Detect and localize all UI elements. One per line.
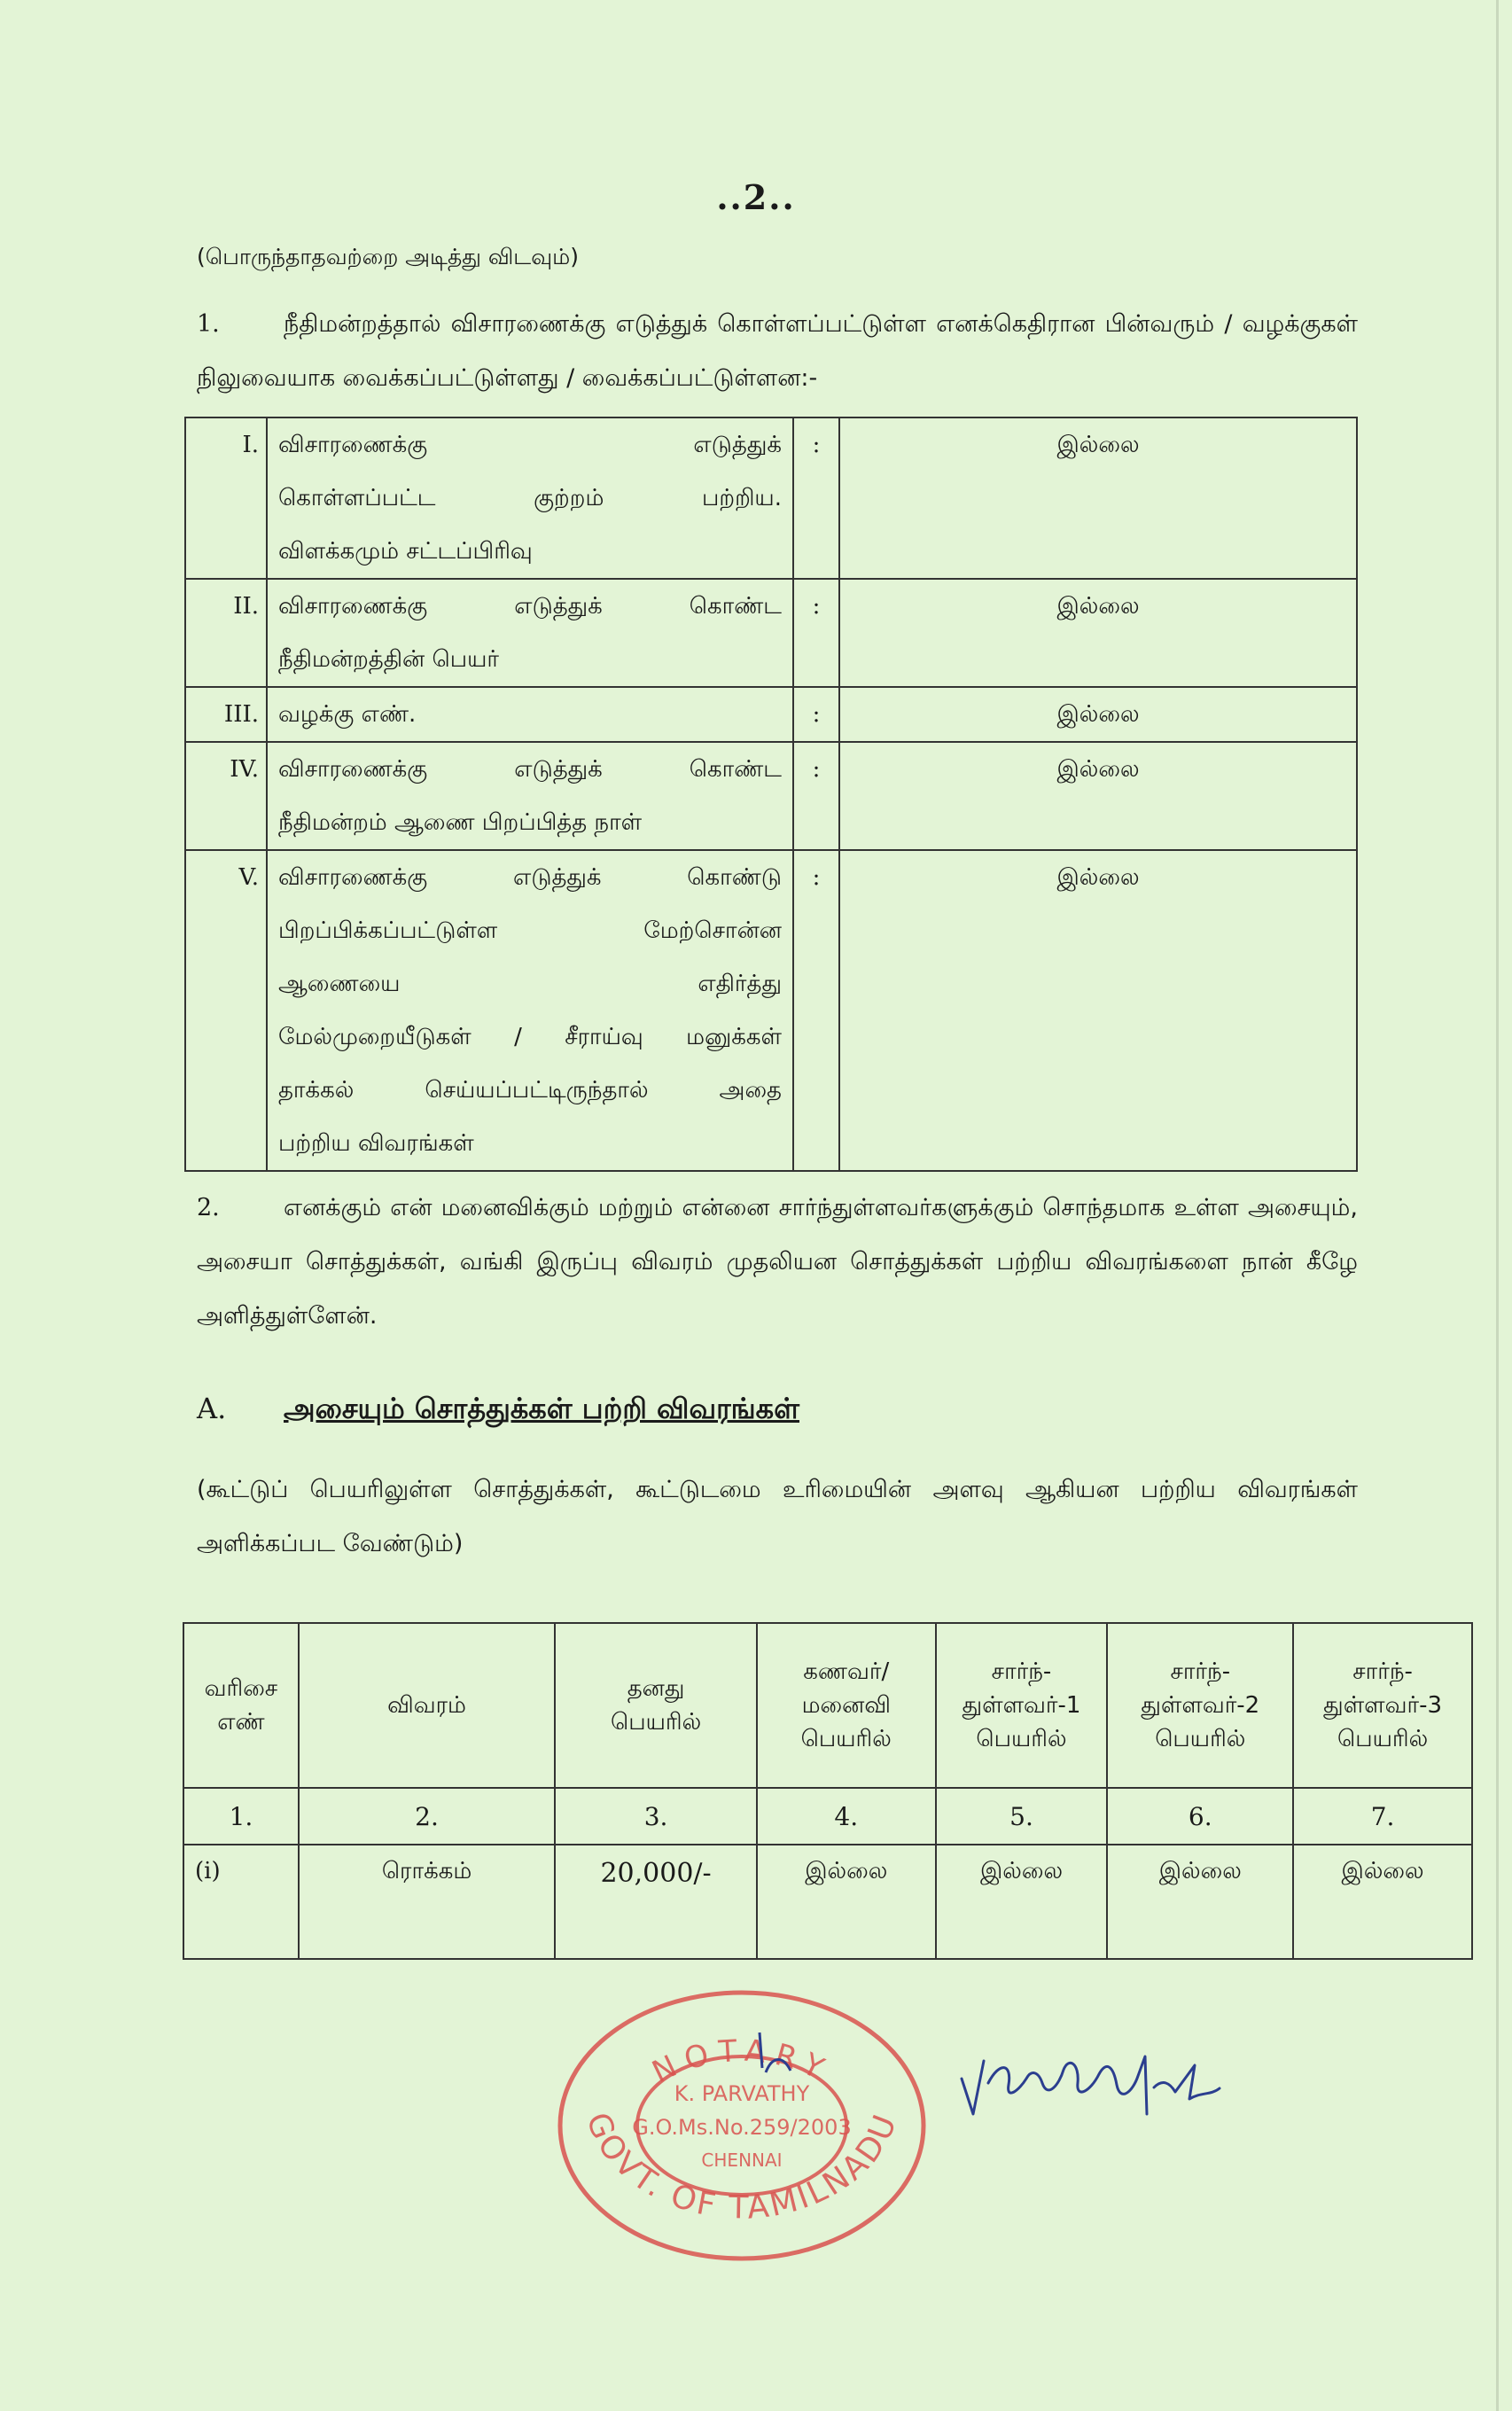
notary-stamp <box>551 1984 932 2267</box>
case-row-number: II. <box>185 579 267 687</box>
stamp-top-text: NOTARY <box>646 2033 838 2091</box>
strike-out-note: (பொருந்தாதவற்றை அடித்து விடவும்) <box>197 244 580 269</box>
case-row-number: V. <box>185 850 267 1171</box>
case-description-line: விளக்கமும் சட்டப்பிரிவு <box>278 538 533 565</box>
case-row-colon: : <box>793 579 839 687</box>
paragraph-2-number: 2. <box>197 1194 220 1221</box>
case-row-number: IV. <box>185 742 267 850</box>
assets-column-number: 1. <box>183 1788 299 1845</box>
assets-header-cell: வரிசை எண் <box>183 1623 299 1788</box>
paragraph-1 <box>197 297 1358 405</box>
stamp-name: K. PARVATHY <box>674 2081 810 2106</box>
stamp-city: CHENNAI <box>701 2150 783 2171</box>
assets-header-cell: தனது பெயரில் <box>555 1623 757 1788</box>
assets-header-cell: விவரம் <box>299 1623 555 1788</box>
case-row-description <box>267 417 793 579</box>
case-row-colon: : <box>793 742 839 850</box>
case-row-description <box>267 742 793 850</box>
assets-cell: இல்லை <box>757 1845 936 1959</box>
case-description-line: ஆணையை எதிர்த்து <box>278 971 782 997</box>
assets-header-cell: சார்ந்- துள்ளவர்-3 பெயரில் <box>1293 1623 1472 1788</box>
stamp-bottom-text: GOVT. OF TAMILNADU <box>578 2107 905 2227</box>
assets-column-number: 4. <box>757 1788 936 1845</box>
assets-header-cell: கணவர்/ மனைவி பெயரில் <box>757 1623 936 1788</box>
case-description-line: விசாரணைக்கு எடுத்துக் <box>278 432 782 458</box>
case-row-colon: : <box>793 687 839 742</box>
case-description-line: நீதிமன்றத்தின் பெயர் <box>278 646 499 673</box>
paragraph-1-text: நீதிமன்றத்தால் விசாரணைக்கு எடுத்துக் கொள்ளப்பட்டுள்ள எனக்கெதிரான பின்வரும் / வழக்குகள் நிலுவையாக வைக்கப்பட்டுள்ளது / வைக்கப்பட்டுள்ளன:- <box>197 310 1358 392</box>
case-row-description <box>267 850 793 1171</box>
case-row <box>185 850 1357 1171</box>
assets-header-row <box>183 1623 1472 1788</box>
case-row <box>185 417 1357 579</box>
page-edge <box>1496 0 1499 2411</box>
case-row-colon: : <box>793 417 839 579</box>
case-row <box>185 579 1357 687</box>
assets-cell: இல்லை <box>936 1845 1108 1959</box>
movable-assets-table <box>183 1622 1473 1960</box>
assets-header-cell: சார்ந்- துள்ளவர்-1 பெயரில் <box>936 1623 1108 1788</box>
assets-column-number-row <box>183 1788 1472 1845</box>
assets-cell: 20,000/- <box>555 1845 757 1959</box>
case-row-number: III. <box>185 687 267 742</box>
assets-cell: இல்லை <box>1293 1845 1472 1959</box>
pending-cases-table <box>184 417 1358 1172</box>
assets-cell: ரொக்கம் <box>299 1845 555 1959</box>
assets-cell: இல்லை <box>1107 1845 1293 1959</box>
signature <box>957 2030 1223 2145</box>
case-description-line: விசாரணைக்கு எடுத்துக் கொண்ட <box>278 593 782 620</box>
case-description-line: கொள்ளப்பட்ட குற்றம் பற்றிய. <box>278 485 782 511</box>
page-number: ..2.. <box>716 177 796 217</box>
assets-column-number: 2. <box>299 1788 555 1845</box>
case-row-description <box>267 579 793 687</box>
case-row-description <box>267 687 793 742</box>
case-description-line: பிறப்பிக்கப்பட்டுள்ள மேற்சொன்ன <box>278 917 782 944</box>
case-description-line: பற்றிய விவரங்கள் <box>278 1130 474 1157</box>
case-description-line: நீதிமன்றம் ஆணை பிறப்பித்த நாள் <box>278 809 643 836</box>
case-row-value: இல்லை <box>839 742 1357 850</box>
assets-column-number: 5. <box>936 1788 1108 1845</box>
paragraph-2 <box>197 1181 1358 1343</box>
assets-column-number: 6. <box>1107 1788 1293 1845</box>
case-row-value: இல்லை <box>839 850 1357 1171</box>
case-description-line: தாக்கல் செய்யப்பட்டிருந்தால் அதை <box>278 1077 782 1104</box>
stamp-order: G.O.Ms.No.259/2003 <box>632 2115 852 2140</box>
assets-column-number: 3. <box>555 1788 757 1845</box>
section-a-heading <box>197 1392 799 1429</box>
case-description-line: விசாரணைக்கு எடுத்துக் கொண்ட <box>278 756 782 783</box>
case-row-colon: : <box>793 850 839 1171</box>
assets-column-number: 7. <box>1293 1788 1472 1845</box>
case-row-value: இல்லை <box>839 579 1357 687</box>
case-description-line: வழக்கு எண். <box>278 701 417 728</box>
case-row <box>185 687 1357 742</box>
paragraph-2-text: எனக்கும் என் மனைவிக்கும் மற்றும் என்னை சார்ந்துள்ளவர்களுக்கும் சொந்தமாக உள்ள அசையும், அசையா சொத்துக்கள், வங்கி இருப்பு விவரம் முதலியன சொத்துக்கள் பற்றிய விவரங்களை நான் கீழே அளித்துள்ளேன். <box>197 1194 1358 1330</box>
paragraph-1-number: 1. <box>197 310 220 338</box>
assets-cell: (i) <box>183 1845 299 1959</box>
case-row <box>185 742 1357 850</box>
case-row-value: இல்லை <box>839 687 1357 742</box>
case-row-value: இல்லை <box>839 417 1357 579</box>
section-a-title: அசையும் சொத்துக்கள் பற்றி விவரங்கள் <box>284 1392 799 1425</box>
section-a-label: A. <box>197 1392 227 1425</box>
case-row-number: I. <box>185 417 267 579</box>
table-row <box>183 1845 1472 1959</box>
case-description-line: மேல்முறையீடுகள் / சீராய்வு மனுக்கள் <box>278 1024 782 1050</box>
case-description-line: விசாரணைக்கு எடுத்துக் கொண்டு <box>278 864 782 891</box>
section-a-note: (கூட்டுப் பெயரிலுள்ள சொத்துக்கள், கூட்டுடமை உரிமையின் அளவு ஆகியன பற்றிய விவரங்கள் அளிக்கப்பட வேண்டும்) <box>197 1476 1358 1557</box>
assets-header-cell: சார்ந்- துள்ளவர்-2 பெயரில் <box>1107 1623 1293 1788</box>
